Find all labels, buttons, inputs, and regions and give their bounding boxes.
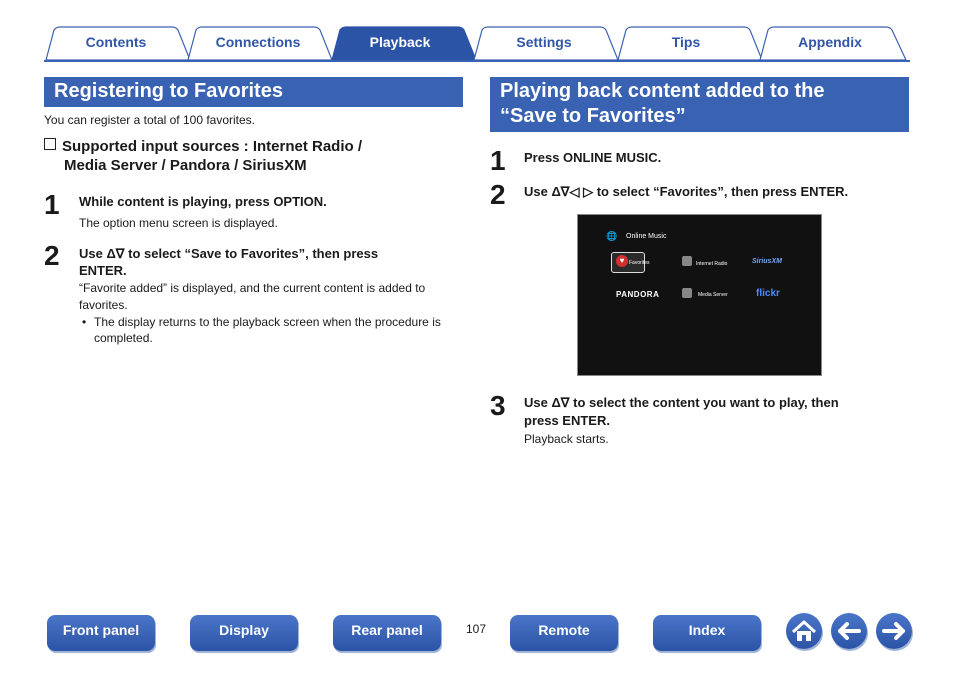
step-2-note-1: “Favorite added” is displayed, and the current content is added to xyxy=(79,281,426,295)
screen-header: Online Music xyxy=(626,233,667,240)
section-title-playing-back xyxy=(490,77,909,132)
supported-sources-heading xyxy=(44,137,444,175)
tab-settings[interactable]: Settings xyxy=(516,34,572,50)
tab-baseline xyxy=(44,60,910,62)
online-music-screen xyxy=(577,214,822,376)
section-title-registering: Registering to Favorites xyxy=(44,77,463,107)
heart-icon: ♥ xyxy=(616,255,628,267)
r-step-1-number: 1 xyxy=(490,145,506,176)
r-step-3-number: 3 xyxy=(490,390,506,421)
home-button[interactable] xyxy=(786,613,822,649)
r-step-2-number: 2 xyxy=(490,179,506,210)
r-step-1-text: Press ONLINE MUSIC. xyxy=(524,150,662,165)
tab-playback[interactable]: Playback xyxy=(369,34,431,50)
step-1-note: The option menu screen is displayed. xyxy=(79,216,278,230)
tab-appendix[interactable]: Appendix xyxy=(798,34,862,50)
r-step-2-text: Use Δ∇◁ ▷ to select “Favorites”, then press ENTER. xyxy=(524,184,849,199)
step-2-bullet-2: completed. xyxy=(94,331,153,345)
media-server-icon xyxy=(682,288,692,298)
checkbox-square-icon xyxy=(44,138,56,150)
flickr-logo: flickr xyxy=(756,288,780,299)
sources-line-1: Supported input sources : Internet Radio / xyxy=(62,138,363,155)
forward-button[interactable] xyxy=(876,613,912,649)
pandora-logo: PANDORA xyxy=(616,290,660,299)
media-server-label: Media Server xyxy=(698,292,728,298)
radio-icon xyxy=(682,256,692,266)
tab-connections[interactable]: Connections xyxy=(215,34,301,50)
step-1-number: 1 xyxy=(44,189,60,220)
globe-icon: 🌐 xyxy=(606,231,618,241)
siriusxm-logo: SiriusXM xyxy=(752,258,782,265)
home-icon xyxy=(786,613,822,649)
tab-tips[interactable]: Tips xyxy=(671,34,701,50)
arrow-left-icon xyxy=(831,613,867,649)
page-number: 107 xyxy=(466,622,487,636)
index-button[interactable]: Index xyxy=(653,615,761,651)
bullet-dot-icon: • xyxy=(82,315,87,329)
r-step-3-note: Playback starts. xyxy=(524,432,609,446)
step-2-text-2: ENTER. xyxy=(79,263,127,278)
sources-line-2: Media Server / Pandora / SiriusXM xyxy=(64,157,307,174)
favorites-label: Favorites xyxy=(629,260,650,266)
step-2-bullet-1: The display returns to the playback screen when the procedure is xyxy=(94,315,441,329)
arrow-right-icon xyxy=(876,613,912,649)
step-2-text-1: Use Δ∇ to select “Save to Favorites”, then press xyxy=(79,246,379,261)
tab-contents[interactable]: Contents xyxy=(85,34,147,50)
rear-panel-button[interactable]: Rear panel xyxy=(333,615,441,651)
step-1-text: While content is playing, press OPTION. xyxy=(79,194,327,209)
r-step-3-text-2: press ENTER. xyxy=(524,413,610,428)
title-line-1: Playing back content added to the xyxy=(500,80,825,102)
internet-radio-label: Internet Radio xyxy=(696,261,728,267)
back-button[interactable] xyxy=(831,613,867,649)
nav-tabs xyxy=(44,26,910,62)
r-step-3-text-1: Use Δ∇ to select the content you want to play, then xyxy=(524,395,839,410)
remote-button[interactable]: Remote xyxy=(510,615,618,651)
step-2-number: 2 xyxy=(44,240,60,271)
intro-text: You can register a total of 100 favorites. xyxy=(44,113,256,127)
front-panel-button[interactable]: Front panel xyxy=(47,615,155,651)
step-2-note-2: favorites. xyxy=(79,298,128,312)
title-line-2: “Save to Favorites” xyxy=(500,105,686,127)
display-button[interactable]: Display xyxy=(190,615,298,651)
